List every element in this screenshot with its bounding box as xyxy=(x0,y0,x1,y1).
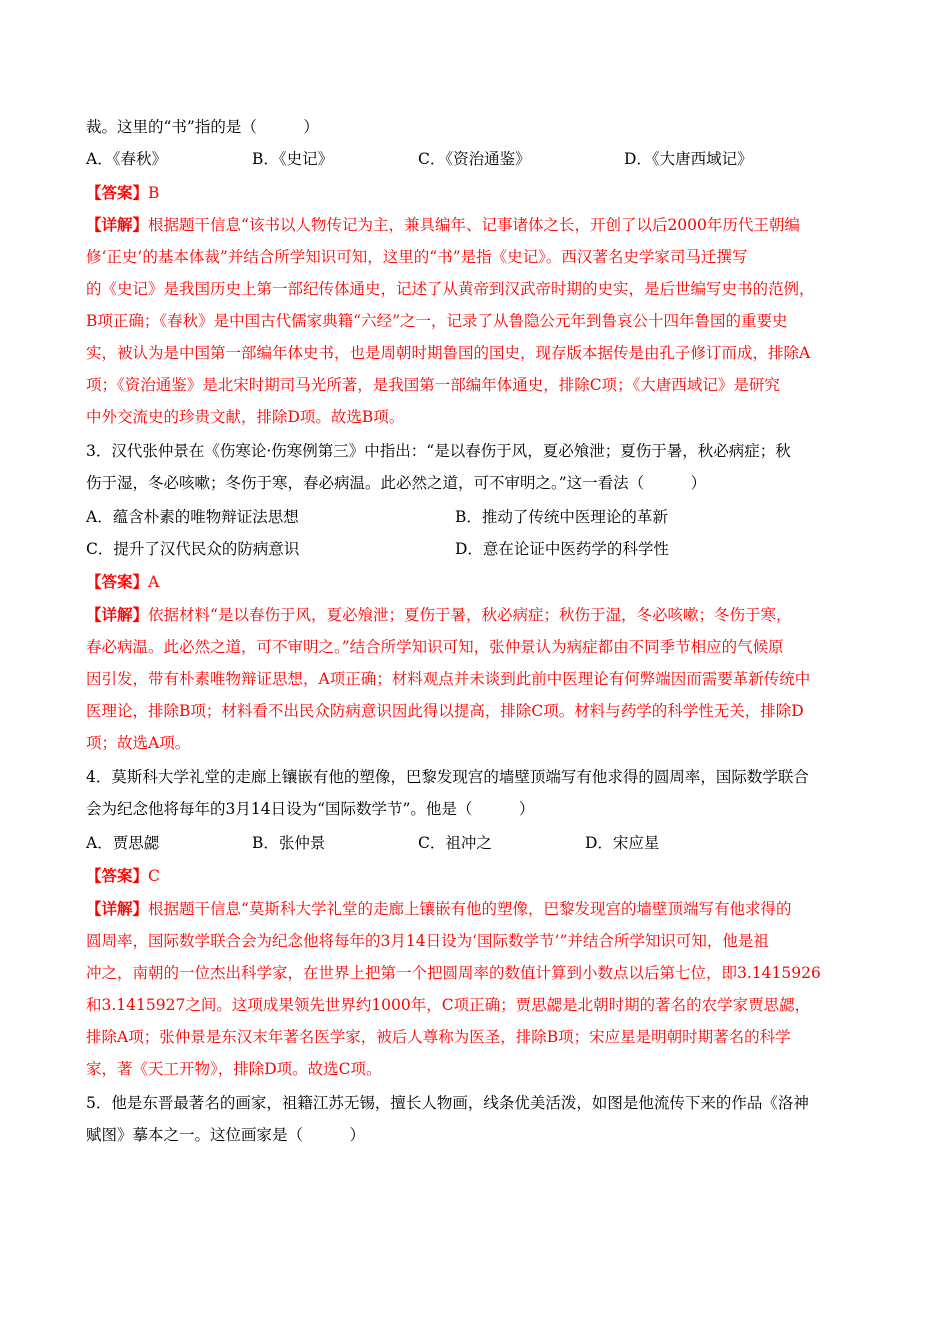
q2-detail-line-4: B项正确；《春秋》是中国古代儒家典籍“六经”之一，记录了从鲁隐公元年到鲁哀公十四年鲁国的重要史 xyxy=(86,312,788,330)
q4-detail-line-2: 圆周率，国际数学联合会为纪念他将每年的3月14日设为‘国际数学节’”并结合所学知识可知，他是祖 xyxy=(86,932,769,950)
q3-stem-line-2: 伤于湿，冬必咳嗽；冬伤于寒，春必病温。此必然之道，可不审明之。”这一看法（ ） xyxy=(86,474,707,492)
q3-option-d: D．意在论证中医药学的科学性 xyxy=(455,540,669,558)
q3-detail-line-2: 春必病温。此必然之道，可不审明之。”结合所学知识可知，张仲景认为病症都由不同季节相应的气候原 xyxy=(86,638,784,656)
q2-option-c: C．《资治通鉴》 xyxy=(418,150,531,168)
q3-detail-line-5: 项；故选A项。 xyxy=(86,734,191,752)
q2-detail-line-3: 的《史记》是我国历史上第一部纪传体通史，记述了从黄帝到汉武帝时期的史实，是后世编写史书的范例， xyxy=(86,280,815,298)
q2-option-a: A．《春秋》 xyxy=(86,150,167,168)
q2-detail-line-7: 中外交流史的珍贵文献，排除D项。故选B项。 xyxy=(86,408,405,426)
answer-value: B xyxy=(148,184,160,202)
q4-detail-line-3: 冲之，南朝的一位杰出科学家，在世界上把第一个把圆周率的数值计算到小数点以后第七位，即3.1415926 xyxy=(86,964,821,982)
answer-label: 【答案】 xyxy=(86,572,149,591)
q3-stem-line-1: 3．汉代张仲景在《伤寒论·伤寒例第三》中指出：“是以春伤于风，夏必飧泄；夏伤于暑，秋必病症；秋 xyxy=(86,442,791,460)
q3-answer xyxy=(86,572,159,592)
q2-detail-line-6: 项；《资治通鉴》是北宋时期司马光所著，是我国第一部编年体通史，排除C项；《大唐西域记》是研究 xyxy=(86,376,780,394)
q2-answer xyxy=(86,183,159,203)
q4-detail-line-4: 和3.1415927之间。这项成果领先世界约1000年，C项正确；贾思勰是北朝时期的著名的农学家贾思勰， xyxy=(86,996,811,1014)
detail-text: 根据题干信息“该书以人物传记为主，兼具编年、记事诸体之长，开创了以后2000年历代王朝编 xyxy=(148,216,800,234)
q4-stem-line-2: 会为纪念他将每年的3月14日设为“国际数学节”。他是（ ） xyxy=(86,800,535,818)
detail-label: 【详解】 xyxy=(86,605,149,624)
detail-text: 依据材料“是以春伤于风，夏必飧泄；夏伤于暑，秋必病症；秋伤于湿，冬必咳嗽；冬伤于寒， xyxy=(148,606,792,624)
q4-option-c: C．祖冲之 xyxy=(418,834,492,852)
q4-option-a: A．贾思勰 xyxy=(86,834,160,852)
q3-detail-line-1 xyxy=(86,605,791,625)
q2-option-d: D．《大唐西域记》 xyxy=(624,150,753,168)
q4-detail-line-5: 排除A项；张仲景是东汉末年著名医学家，被后人尊称为医圣，排除B项；宋应星是明朝时期著名的科学 xyxy=(86,1028,791,1046)
q2-option-b: B．《史记》 xyxy=(252,150,334,168)
q4-detail-line-1 xyxy=(86,899,791,919)
answer-value: C xyxy=(148,867,160,885)
q4-answer xyxy=(86,866,160,886)
q4-stem-line-1: 4．莫斯科大学礼堂的走廊上镶嵌有他的塑像，巴黎发现宫的墙壁顶端写有他求得的圆周率，国际数学联合 xyxy=(86,768,809,786)
detail-text: 根据题干信息“莫斯科大学礼堂的走廊上镶嵌有他的塑像，巴黎发现宫的墙壁顶端写有他求得的 xyxy=(148,900,792,918)
detail-label: 【详解】 xyxy=(86,899,149,918)
q2-stem-tail: 裁。这里的“书”指的是（ ） xyxy=(86,118,319,136)
answer-value: A xyxy=(148,573,160,591)
q3-option-a: A．蕴含朴素的唯物辩证法思想 xyxy=(86,508,299,526)
q3-option-b: B．推动了传统中医理论的革新 xyxy=(455,508,668,526)
q5-stem-line-2: 赋图》摹本之一。这位画家是（ ） xyxy=(86,1126,366,1144)
q2-detail-line-1 xyxy=(86,215,800,235)
q4-option-b: B．张仲景 xyxy=(252,834,326,852)
detail-label: 【详解】 xyxy=(86,215,149,234)
q4-detail-line-6: 家，著《天工开物》，排除D项。故选C项。 xyxy=(86,1060,382,1078)
answer-label: 【答案】 xyxy=(86,866,149,885)
q3-option-c: C．提升了汉代民众的防病意识 xyxy=(86,540,300,558)
q2-detail-line-5: 实，被认为是中国第一部编年体史书，也是周朝时期鲁国的国史，现存版本据传是由孔子修订而成，排除A xyxy=(86,344,811,362)
q2-detail-line-2: 修‘正史’的基本体裁”并结合所学知识可知，这里的“书”是指《史记》。西汉著名史学家司马迁撰写 xyxy=(86,248,748,266)
q3-detail-line-3: 因引发，带有朴素唯物辩证思想，A项正确；材料观点并未谈到此前中医理论有何弊端因而需要革新传统中 xyxy=(86,670,811,688)
q4-option-d: D．宋应星 xyxy=(585,834,660,852)
q3-detail-line-4: 医理论，排除B项；材料看不出民众防病意识因此得以提高，排除C项。材料与药学的科学性无关，排除D xyxy=(86,702,804,720)
answer-label: 【答案】 xyxy=(86,183,149,202)
q5-stem-line-1: 5．他是东晋最著名的画家，祖籍江苏无锡，擅长人物画，线条优美活泼，如图是他流传下来的作品《洛神 xyxy=(86,1094,809,1112)
